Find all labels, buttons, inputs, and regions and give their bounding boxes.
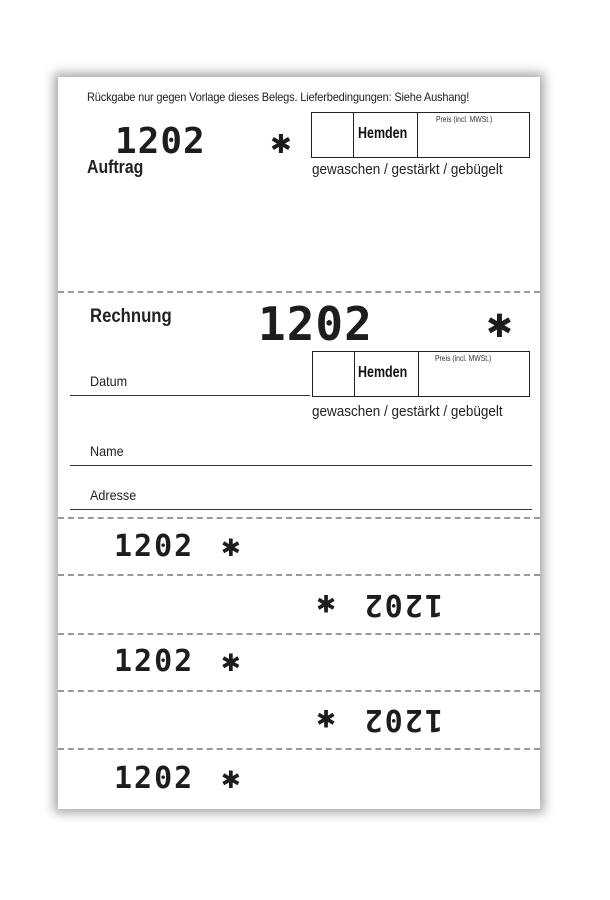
price-label: Preis (incl. MWSt.) [435, 354, 492, 363]
address-line [70, 509, 532, 510]
name-label: Name [90, 443, 124, 459]
date-line [70, 395, 310, 396]
asterisk-icon: ✱ [220, 534, 241, 562]
perforation [58, 574, 540, 576]
stub-4 [316, 702, 443, 737]
date-label: Datum [90, 373, 128, 389]
order-number: 1202 [115, 121, 206, 162]
invoice-label: Rechnung [90, 306, 172, 327]
name-line [70, 465, 532, 466]
service-description: gewaschen / gestärkt / gebügelt [312, 161, 503, 178]
perforation [58, 633, 540, 635]
price-box-invoice [312, 351, 530, 397]
asterisk-icon: ✱ [486, 307, 513, 345]
stub-number: 1202 [362, 587, 443, 622]
asterisk-icon: ✱ [270, 130, 292, 160]
stub-number: 1202 [362, 702, 443, 737]
stub-2 [316, 587, 443, 622]
stub-1 [114, 529, 241, 564]
stub-3 [114, 644, 241, 679]
asterisk-icon: ✱ [316, 704, 337, 732]
item-label: Hemden [358, 125, 408, 142]
perforation [58, 291, 540, 293]
stub-5 [114, 761, 241, 796]
return-notice: Rückgabe nur gegen Vorlage dieses Belegs. Lieferbedingungen: Siehe Aushang! [87, 90, 470, 104]
asterisk-icon: ✱ [220, 649, 241, 677]
price-box-order [311, 112, 530, 158]
stub-number: 1202 [114, 761, 195, 796]
price-label: Preis (incl. MWSt.) [436, 115, 493, 124]
address-label: Adresse [90, 487, 137, 503]
perforation [58, 690, 540, 692]
item-label: Hemden [358, 364, 408, 381]
asterisk-icon: ✱ [316, 589, 337, 617]
perforation [58, 517, 540, 519]
invoice-number: 1202 [258, 297, 373, 351]
stub-number: 1202 [114, 644, 195, 679]
order-label: Auftrag [87, 157, 144, 177]
service-description: gewaschen / gestärkt / gebügelt [312, 403, 503, 420]
laundry-ticket [58, 77, 540, 809]
asterisk-icon: ✱ [220, 766, 241, 794]
perforation [58, 748, 540, 750]
stub-number: 1202 [114, 529, 195, 564]
